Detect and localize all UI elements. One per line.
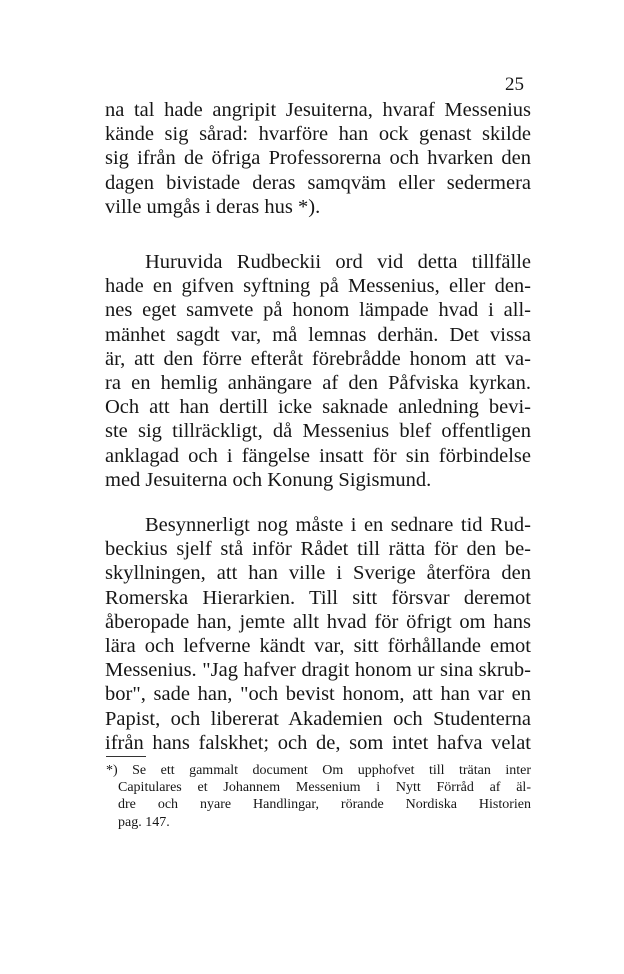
paragraph-1: [105, 98, 531, 219]
text-line: med Jesuiterna och Konung Sigismund.: [105, 468, 432, 491]
text-line: är, att den förre efteråt förebrådde honom att va-: [105, 347, 531, 370]
text-line: nes eget samvete på honom lämpade hvad i all-: [105, 299, 531, 322]
text-line: Papist, och libererat Akademien och Studenterna: [105, 707, 531, 730]
text-line: skyllningen, att han ville i Sverige återföra den: [105, 562, 531, 585]
footnote-line: Capitulares et Johannem Messenium i Nytt Förråd af äl-: [118, 780, 531, 796]
footnote-divider: [106, 756, 146, 757]
text-line: Messenius. "Jag hafver dragit honom ur sina skrub-: [105, 659, 531, 682]
text-line: Huruvida Rudbeckii ord vid detta tillfälle: [145, 251, 531, 273]
text-line: kände sig sårad: hvarföre han ock genast skilde: [105, 123, 531, 146]
footnote-line: pag. 147.: [118, 814, 170, 830]
text-line: lära och lefverne kändt var, sitt förhållande emot: [105, 634, 531, 657]
text-line: mänhet sagdt var, må lemnas derhän. Det vissa: [105, 323, 531, 346]
text-line: dagen bivistade deras samqväm eller sedermera: [105, 171, 531, 194]
text-line: sig ifrån de öfriga Professorerna och hvarken den: [105, 147, 531, 170]
text-line: hade en gifven syftning på Messenius, eller den-: [105, 275, 531, 298]
text-line: ra en hemlig anhängare af den Påfviska kyrkan.: [105, 371, 531, 394]
footnote-line: dre och nyare Handlingar, rörande Nordiska Historien: [118, 797, 531, 813]
text-line: beckius sjelf stå inför Rådet till rätta för den be-: [105, 538, 531, 561]
page-number: 25: [505, 74, 524, 95]
text-line: Romerska Hierarkien. Till sitt försvar deremot: [105, 586, 531, 609]
text-line: bor", sade han, "och bevist honom, att han var en: [105, 683, 531, 706]
text-line: åberopade han, jemte allt hvad för öfrigt om hans: [105, 610, 531, 633]
paragraph-3: [105, 513, 531, 755]
text-line: ifrån hans falskhet; och de, som intet hafva velat: [105, 731, 531, 754]
text-line: ville umgås i deras hus *).: [105, 195, 321, 218]
text-line: na tal hade angripit Jesuiterna, hvaraf Messenius: [105, 99, 531, 121]
text-line: ste sig tillräckligt, då Messenius blef offentligen: [105, 420, 531, 443]
text-line: Och att han dertill icke saknade anledning bevi-: [105, 396, 531, 419]
paragraph-2: [105, 250, 531, 492]
footnote: [106, 762, 531, 831]
text-line: anklagad och i fängelse insatt för sin förbindelse: [105, 444, 531, 467]
text-line: Besynnerligt nog måste i en sednare tid Rud-: [145, 514, 531, 536]
footnote-line: *) Se ett gammalt document Om upphofvet till trätan inter: [106, 763, 531, 778]
